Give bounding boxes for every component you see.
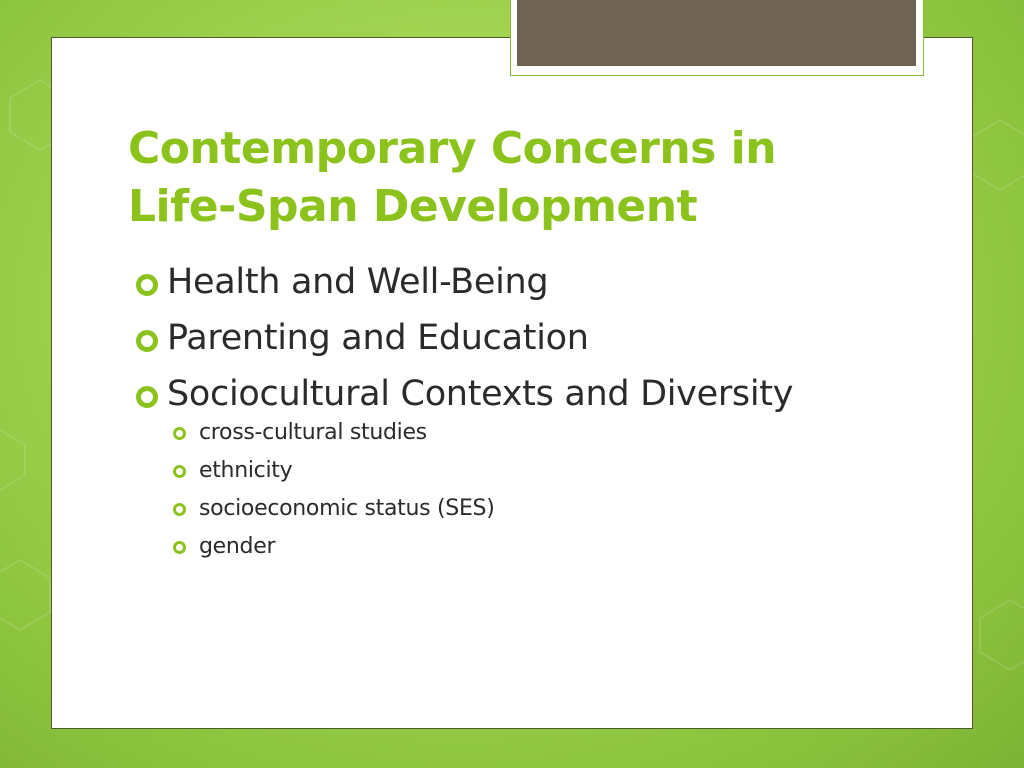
ring-bullet-icon <box>173 541 186 554</box>
sub-bullet-item <box>136 458 916 484</box>
bullet-text: Health and Well-Being <box>167 262 549 302</box>
sub-bullet-item <box>136 496 916 522</box>
ring-bullet-icon <box>136 330 158 352</box>
sub-bullet-item <box>136 534 916 560</box>
ring-bullet-icon <box>136 274 158 296</box>
slide-title-line-2: Life-Span Development <box>128 181 698 232</box>
sub-bullet-text: gender <box>199 534 276 559</box>
sub-bullet-text: socioeconomic status (SES) <box>199 496 495 521</box>
ring-bullet-icon <box>173 427 186 440</box>
bullet-item-parenting <box>136 318 916 358</box>
bullet-item-sociocultural <box>136 374 916 560</box>
sub-bullet-text: cross-cultural studies <box>199 420 427 445</box>
slide-title-line-1: Contemporary Concerns in <box>128 123 777 174</box>
ring-bullet-icon <box>136 386 158 408</box>
ring-bullet-icon <box>173 465 186 478</box>
bullet-text: Sociocultural Contexts and Diversity <box>167 374 794 414</box>
bullet-text: Parenting and Education <box>167 318 589 358</box>
ring-bullet-icon <box>173 503 186 516</box>
bullet-list <box>136 262 916 572</box>
slide-title <box>128 120 928 236</box>
sub-bullet-text: ethnicity <box>199 458 293 483</box>
bullet-item-health <box>136 262 916 302</box>
top-tab-decoration <box>517 0 916 66</box>
sub-bullet-item <box>136 420 916 446</box>
sub-bullet-list <box>136 420 916 560</box>
